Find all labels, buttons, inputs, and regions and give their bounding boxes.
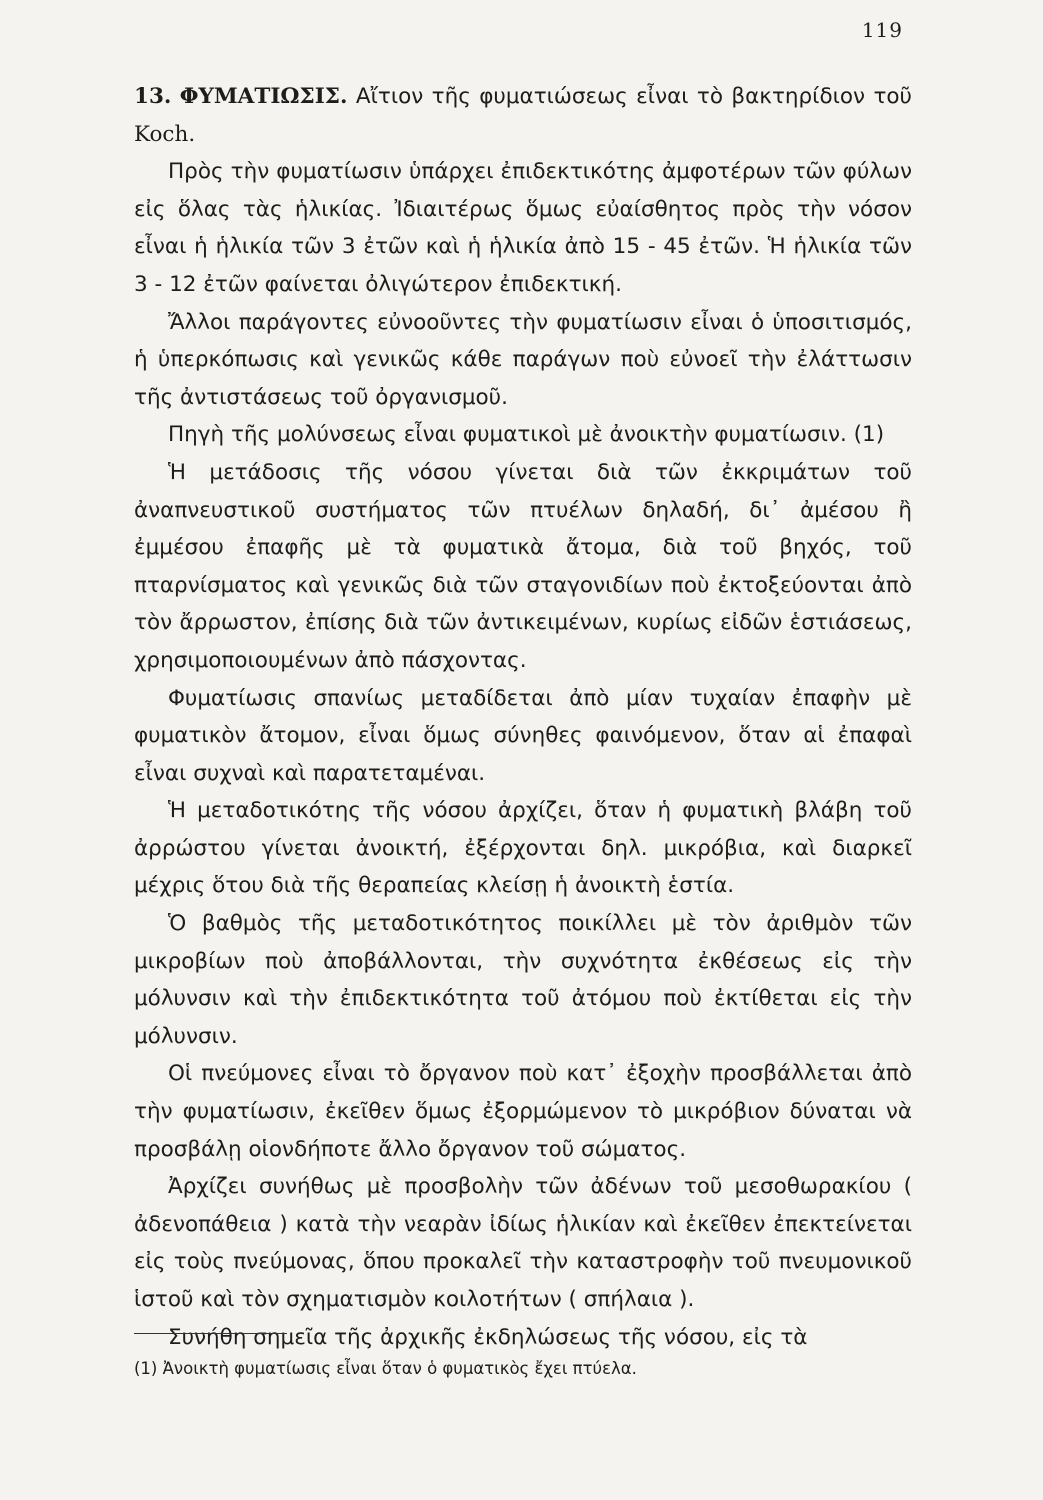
paragraph: Οἱ πνεύμονες εἶναι τὸ ὄργανον ποὺ κατ᾽ ἐξοχὴν προσβάλλεται ἀπὸ τὴν φυματίωσιν, ἐκεῖθεν ὅμως ἐξορμώμενον τὸ μικρόβιον δύναται νὰ προσβάλῃ οἱονδήποτε ἄλλο ὄργανον τοῦ σώματος. xyxy=(134,1061,912,1162)
paragraph: Φυματίωσις σπανίως μεταδίδεται ἀπὸ μίαν τυχαίαν ἐπαφὴν μὲ φυματικὸν ἄτομον, εἶναι ὅμως σύνηθες φαινόμενον, ὅταν αἱ ἐπαφαὶ εἶναι συχναὶ καὶ παρατεταμέναι. xyxy=(134,685,912,786)
paragraph: Ἀρχίζει συνήθως μὲ προσβολὴν τῶν ἀδένων τοῦ μεσοθωρακίου ( ἀδενοπάθεια ) κατὰ τὴν νεαρὰν ἰδίως ἡλικίαν καὶ ἐκεῖθεν ἐπεκτείνεται εἰς τοὺς πνεύμονας, ὅπου προκαλεῖ τὴν καταστροφὴν τοῦ πνευμονικοῦ ἱστοῦ καὶ τὸν σχηματισμὸν κοιλοτήτων ( σπήλαια ). xyxy=(134,1174,912,1312)
paragraph: Ὁ βαθμὸς τῆς μεταδοτικότητος ποικίλλει μὲ τὸν ἀριθμὸν τῶν μικροβίων ποὺ ἀποβάλλονται, τὴν συχνότητα ἐκθέσεως εἰς τὴν μόλυνσιν καὶ τὴν ἐπιδεκτικότητα τοῦ ἀτόμου ποὺ ἐκτίθεται εἰς τὴν μόλυνσιν. xyxy=(134,911,912,1049)
footnote xyxy=(134,1358,912,1380)
footnote-divider xyxy=(134,1333,287,1334)
paragraph: Συνήθη σημεῖα τῆς ἀρχικῆς ἐκδηλώσεως τῆς νόσου, εἰς τὰ xyxy=(168,1324,808,1350)
paragraph: Πηγὴ τῆς μολύνσεως εἶναι φυματικοὶ μὲ ἀνοικτὴν φυματίωσιν. (1) xyxy=(168,422,885,448)
footnote-text: Ἀνοικτὴ φυματίωσις εἶναι ὅταν ὁ φυματικὸς ἔχει πτύελα. xyxy=(162,1359,637,1378)
section-title: ΦΥΜΑΤΙΩΣΙΣ. xyxy=(179,84,348,109)
paragraph: Πρὸς τὴν φυματίωσιν ὑπάρχει ἐπιδεκτικότης ἀμφοτέρων τῶν φύλων εἰς ὅλας τὰς ἡλικίας. Ἰδιαιτέρως ὅμως εὐαίσθητος πρὸς τὴν νόσον εἶναι ἡ ἡλικία τῶν 3 ἐτῶν καὶ ἡ ἡλικία ἀπὸ 15 - 45 ἐτῶν. Ἡ ἡλικία τῶν 3 - 12 ἐτῶν φαίνεται ὀλιγώτερον ἐπιδεκτική. xyxy=(134,159,912,297)
section-heading-paragraph xyxy=(134,78,912,153)
footnote-marker: (1) xyxy=(134,1359,158,1378)
main-text xyxy=(134,78,912,1356)
paragraph: Ἡ μεταδοτικότης τῆς νόσου ἀρχίζει, ὅταν ἡ φυματικὴ βλάβη τοῦ ἀρρώστου γίνεται ἀνοικτή, ἐξέρχονται δηλ. μικρόβια, καὶ διαρκεῖ μέχρις ὅτου διὰ τῆς θεραπείας κλείσῃ ἡ ἀνοικτὴ ἑστία. xyxy=(134,798,912,899)
section-number: 13. xyxy=(134,84,172,109)
section-intro-name: Koch. xyxy=(134,121,196,147)
page-number: 119 xyxy=(861,18,903,42)
section-intro: Αἴτιον τῆς φυματιώσεως εἶναι τὸ βακτηρίδιον τοῦ xyxy=(355,84,912,109)
paragraph: Ἡ μετάδοσις τῆς νόσου γίνεται διὰ τῶν ἐκκριμάτων τοῦ ἀναπνευστικοῦ συστήματος τῶν πτυέλων δηλαδή, δι᾽ ἀμέσου ἢ ἐμμέσου ἐπαφῆς μὲ τὰ φυματικὰ ἄτομα, διὰ τοῦ βηχός, τοῦ πταρνίσματος καὶ γενικῶς διὰ τῶν σταγονιδίων ποὺ ἐκτοξεύονται ἀπὸ τὸν ἄρρωστον, ἐπίσης διὰ τῶν ἀντικειμένων, κυρίως εἰδῶν ἑστιάσεως, χρησιμοποιουμένων ἀπὸ πάσχοντας. xyxy=(134,459,912,673)
paragraph: Ἄλλοι παράγοντες εὐνοοῦντες τὴν φυματίωσιν εἶναι ὁ ὑποσιτισμός, ἡ ὑπερκόπωσις καὶ γενικῶς κάθε παράγων ποὺ εὐνοεῖ τὴν ἐλάττωσιν τῆς ἀντιστάσεως τοῦ ὀργανισμοῦ. xyxy=(134,309,912,410)
